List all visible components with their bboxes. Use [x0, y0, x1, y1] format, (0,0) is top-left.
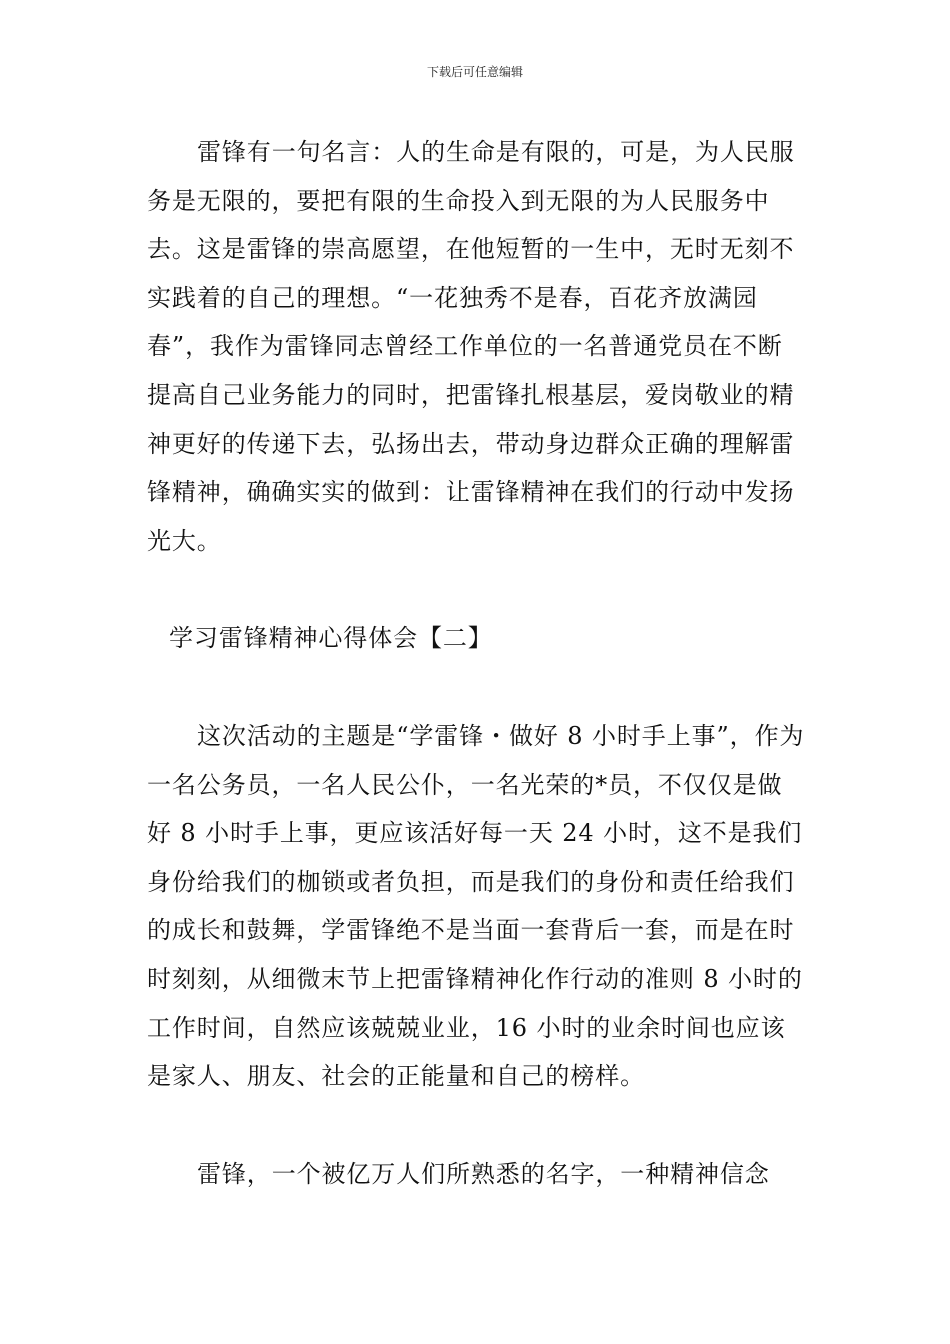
paragraph-3: 雷锋，一个被亿万人们所熟悉的名字，一种精神信念 [197, 1159, 770, 1188]
paragraph-1: 雷锋有一句名言：人的生命是有限的，可是，为人民服务是无限的，要把有限的生命投入到无限的为人民服务中去。这是雷锋的崇高愿望，在他短暂的一生中，无时无刻不实践着的自己的理想。“一花独秀不是春，百花齐放满园春”，我作为雷锋同志曾经工作单位的一名普通党员在不断提高自己业务能力的同时，把雷锋扎根基层，爱岗敬业的精神更好的传递下去，弘扬出去，带动身边群众正确的理解雷锋精神，确确实实的做到：让雷锋精神在我们的行动中发扬光大。 [147, 138, 795, 555]
paragraph-gap [147, 565, 807, 614]
paragraph-gap [147, 663, 807, 712]
paragraph-2: 这次活动的主题是“学雷锋・做好 8 小时手上事”，作为一名公务员，一名人民公仆，一名光荣的*员，不仅仅是做好 8 小时手上事，更应该活好每一天 24 小时，这不是我们身份给我们的枷锁或者负担，而是我们的身份和责任给我们的成长和鼓舞，学雷锋绝不是当面一套背后一套，而是在时时刻刻，从细微末节上把雷锋精神化作行动的准则 8 小时的工作时间，自然应该兢兢业业，16 小时的业余时间也应该是家人、朋友、社会的正能量和自己的榜样。 [147, 721, 805, 1091]
document-body [147, 128, 807, 1198]
paragraph-gap [147, 1101, 807, 1150]
page-header: 下载后可任意编辑 [426, 65, 523, 79]
section-title: 学习雷锋精神心得体会【二】 [169, 624, 493, 653]
